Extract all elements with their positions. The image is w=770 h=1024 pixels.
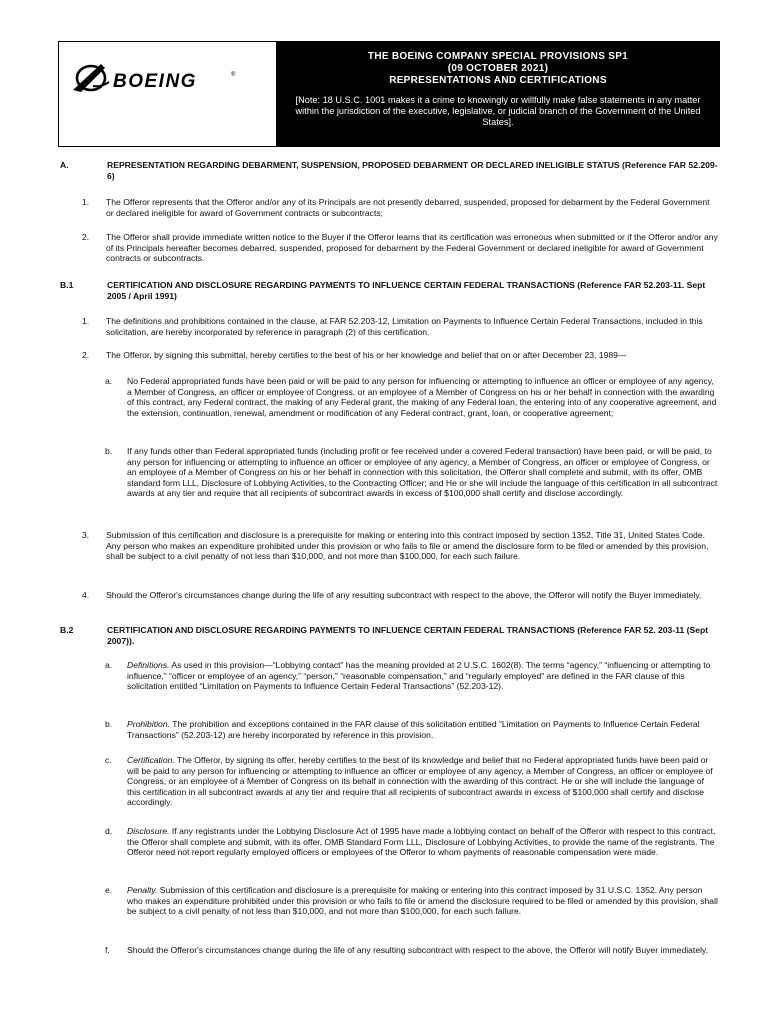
boeing-logo-icon: [71, 56, 271, 100]
list-item: a. No Federal appropriated funds have been paid or will be paid to any person for influencing or attempting to influence an officer or employee of any agency, a Member of Congress, an officer or employee of Congress, or an employee of a Member of Congress on his or her behalf in connection with the awarding of this contract, any Federal contract, the making of any Federal grant, the making of any Federal loan, the entering into of any cooperative agreement, and the extension, continuation, renewal, amendment or modification of any Federal contract, grant, loan, or cooperative agreement;: [105, 376, 717, 418]
list-item: d. Disclosure. If any registrants under the Lobbying Disclosure Act of 1995 have made a lobbying contact on behalf of the Offeror with respect to this contract, the Offeror shall complete and submit, with its offer, OMB Standard Form LLL, Disclosure of Lobbying Activities, to provide the name of the registrants. The Offeror need not report regularly employed officers or employees of the Offeror to whom payments of reasonable compensation were made.: [105, 826, 716, 858]
list-item: 1. The definitions and prohibitions contained in the clause, at FAR 52.203-12, Limitation on Payments to Influence Certain Federal Transactions, included in this solicitation, are hereby incorporated by reference in paragraph (2) of this certification.: [82, 316, 703, 337]
list-item: 2. The Offeror, by signing this submittal, hereby certifies to the best of his or her knowledge and belief that on or after December 23, 1989—: [82, 350, 627, 360]
header-title-line-2: (09 OCTOBER 2021): [447, 63, 549, 74]
header-legal-note: [Note: 18 U.S.C. 1001 makes it a crime to knowingly or willfully make false statements in any matter within the jurisdiction of the executive, legislative, or judicial branch of the Government of the United States].: [295, 95, 701, 127]
list-item: e. Penalty. Submission of this certification and disclosure is a prerequisite for making or entering into this contract imposed by 31 U.S.C. 1352. Any person who makes an expenditure prohibited under this provision or who fails to file or amend the disclosure required to be filed or amended by this provision, shall be subject to a civil penalty of not less than $10,000, and not more than $100,000, for each such failure.: [105, 885, 718, 917]
header-title-cell: [277, 42, 719, 146]
boeing-logo: [71, 56, 271, 100]
section-b1-heading: [60, 280, 720, 301]
section-label: B.2: [60, 625, 74, 635]
list-item: 3. Submission of this certification and disclosure is a prerequisite for making or entering into this contract imposed by section 1352, Title 31, United States Code. Any person who makes an expenditure prohibited under this provision or who fails to file or amend the disclosure form to be filed or amended by this provision, shall be subject to a civil penalty of not less than $10,000, and not more than $100,000, for each such failure.: [82, 530, 709, 562]
section-title: CERTIFICATION AND DISCLOSURE REGARDING PAYMENTS TO INFLUENCE CERTAIN FEDERAL TRANSACTIONS (Reference FAR 52.203-11. Sept 2005 / April 1991): [107, 280, 706, 301]
list-item: c. Certification. The Offeror, by signing its offer, hereby certifies to the best of its knowledge and belief that no Federal appropriated funds have been paid or will be paid to any person for influencing or attempting to influence an officer or employee of any agency, a Member of Congress, an officer or employee of Congress, or an employee of a Member of Congress on its behalf in connection with the awarding of this contract. He or she will include the language of this certification in all subcontract awards at any tier and require that all recipients of subcontract awards in excess of $100,000 shall certify and disclose accordingly.: [105, 755, 713, 808]
section-label: A.: [60, 160, 69, 170]
list-item: f. Should the Offeror's circumstances change during the life of any resulting subcontract with respect to the above, the Offeror will notify Buyer immediately.: [105, 945, 709, 955]
section-label: B.1: [60, 280, 74, 290]
list-item: b. Prohibition. The prohibition and exceptions contained in the FAR clause of this solicitation entitled “Limitation on Payments to Influence Certain Federal Transactions” (52.203-12) are hereby incorporated by reference in this provision.: [105, 719, 700, 740]
section-a-heading: [60, 160, 720, 181]
list-item: 1. The Offeror represents that the Offeror and/or any of its Principals are not presently debarred, suspended, proposed for debarment by the Federal Government or declared ineligible for award of Government contracts or subcontracts;: [82, 197, 710, 218]
section-title: REPRESENTATION REGARDING DEBARMENT, SUSPENSION, PROPOSED DEBARMENT OR DECLARED INELIGIBLE STATUS (Reference FAR 52.209-6): [107, 160, 718, 181]
document-header: [58, 41, 720, 147]
svg-text:®: ®: [231, 72, 236, 78]
section-title: CERTIFICATION AND DISCLOSURE REGARDING PAYMENTS TO INFLUENCE CERTAIN FEDERAL TRANSACTIONS (Reference FAR 52. 203-11 (Sept 2007)).: [107, 625, 709, 646]
header-title-line-1: THE BOEING COMPANY SPECIAL PROVISIONS SP1: [367, 51, 629, 62]
list-item: a. Definitions. As used in this provision—“Lobbying contact” has the meaning provided at 2 U.S.C. 1602(8). The terms “agency,” “influencing or attempting to influence,” “officer or employee of an agency,” “person,” “reasonable compensation,” and “regularly employed” are defined in the FAR clause of this solicitation entitled “Limitation on Payments to Influence Certain Federal Transactions” (52.203-12).: [105, 660, 711, 692]
section-b2-heading: [60, 625, 720, 646]
logo-cell: [59, 42, 277, 146]
list-item: 2. The Offeror shall provide immediate written notice to the Buyer if the Offeror learns that its certification was erroneous when submitted or if the Offeror and/or any of its Principals hereafter becomes debarred, suspended, proposed for debarment by the Federal Government or declared ineligible for award of Government contracts or subcontracts.: [82, 232, 718, 264]
list-item: 4. Should the Offeror's circumstances change during the life of any resulting subcontract with respect to the above, the Offeror will notify the Buyer immediately.: [82, 590, 702, 600]
logo-wordmark: BOEING: [113, 71, 197, 92]
list-item: b. If any funds other than Federal appropriated funds (including profit or fee received under a covered Federal transaction) have been paid, or will be paid, to any person for influencing or attempting to influence an officer or employee of any agency, a Member of Congress, an officer or employee of Congress, or an employee of a Member of Congress on his or her behalf in connection with this solicitation, the Offeror shall complete and submit, with its offer, OMB standard form LLL, Disclosure of Lobbying Activities, to the Contracting Officer; and He or she will include the language of this certification in all subcontract awards at any tier and require that all recipients of subcontract awards in excess of $100,000 shall certify and disclose accordingly.: [105, 446, 718, 499]
header-title-line-3: REPRESENTATIONS AND CERTIFICATIONS: [389, 75, 607, 86]
